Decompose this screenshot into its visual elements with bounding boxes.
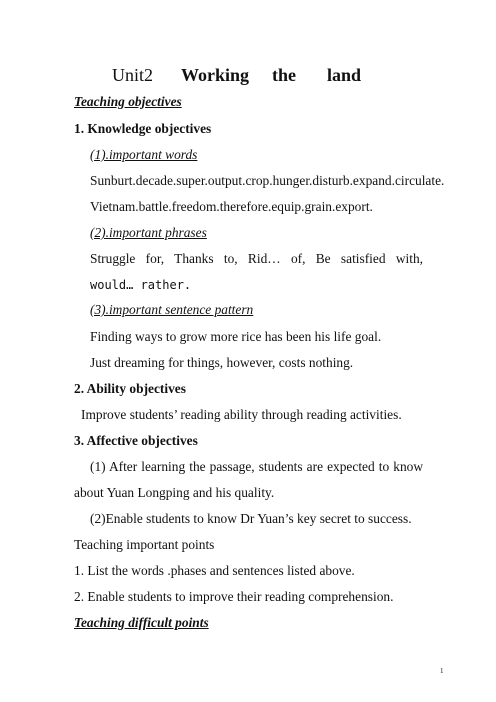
title-word-land: land [327, 65, 362, 85]
important-point-1: 1. List the words .phases and sentences listed above. [74, 563, 355, 578]
affective-2: (2)Enable students to know Dr Yuan’s key secret to success. [90, 511, 412, 526]
important-words-label: (1).important words [90, 147, 198, 162]
title-word-working: Working [181, 65, 250, 85]
important-points-heading: Teaching important points [74, 537, 215, 552]
page-number: 1 [440, 667, 444, 675]
ability-objectives-heading: 2. Ability objectives [74, 381, 186, 396]
sentence-2: Just dreaming for things, however, costs nothing. [90, 355, 354, 370]
difficult-points-heading: Teaching difficult points [74, 615, 209, 630]
page-title [112, 64, 360, 86]
sentence-1: Finding ways to grow more rice has been his life goal. [90, 329, 382, 344]
phrases-line-2: would… rather. [90, 278, 192, 292]
ability-text: Improve students’ reading ability through reading activities. [81, 407, 402, 422]
affective-1-line-2: about Yuan Longping and his quality. [74, 485, 275, 500]
phrases-line-1: Struggle for, Thanks to, Rid… of, Be satisfied with, [90, 251, 423, 266]
words-line-1: Sunburt.decade.super.output.crop.hunger.disturb.expand.circulate. [90, 173, 445, 188]
important-point-2: 2. Enable students to improve their reading comprehension. [74, 589, 394, 604]
knowledge-objectives-heading: 1. Knowledge objectives [74, 121, 212, 136]
words-line-2: Vietnam.battle.freedom.therefore.equip.grain.export. [90, 199, 373, 214]
important-phrases-label: (2).important phrases [90, 225, 207, 240]
teaching-objectives-heading: Teaching objectives [74, 94, 182, 109]
sentence-pattern-label: (3).important sentence pattern [90, 302, 254, 317]
title-word-the: the [272, 65, 296, 85]
title-unit: Unit2 [112, 65, 154, 85]
affective-objectives-heading: 3. Affective objectives [74, 433, 198, 448]
affective-1-line-1: (1) After learning the passage, students are expected to know [90, 459, 423, 474]
